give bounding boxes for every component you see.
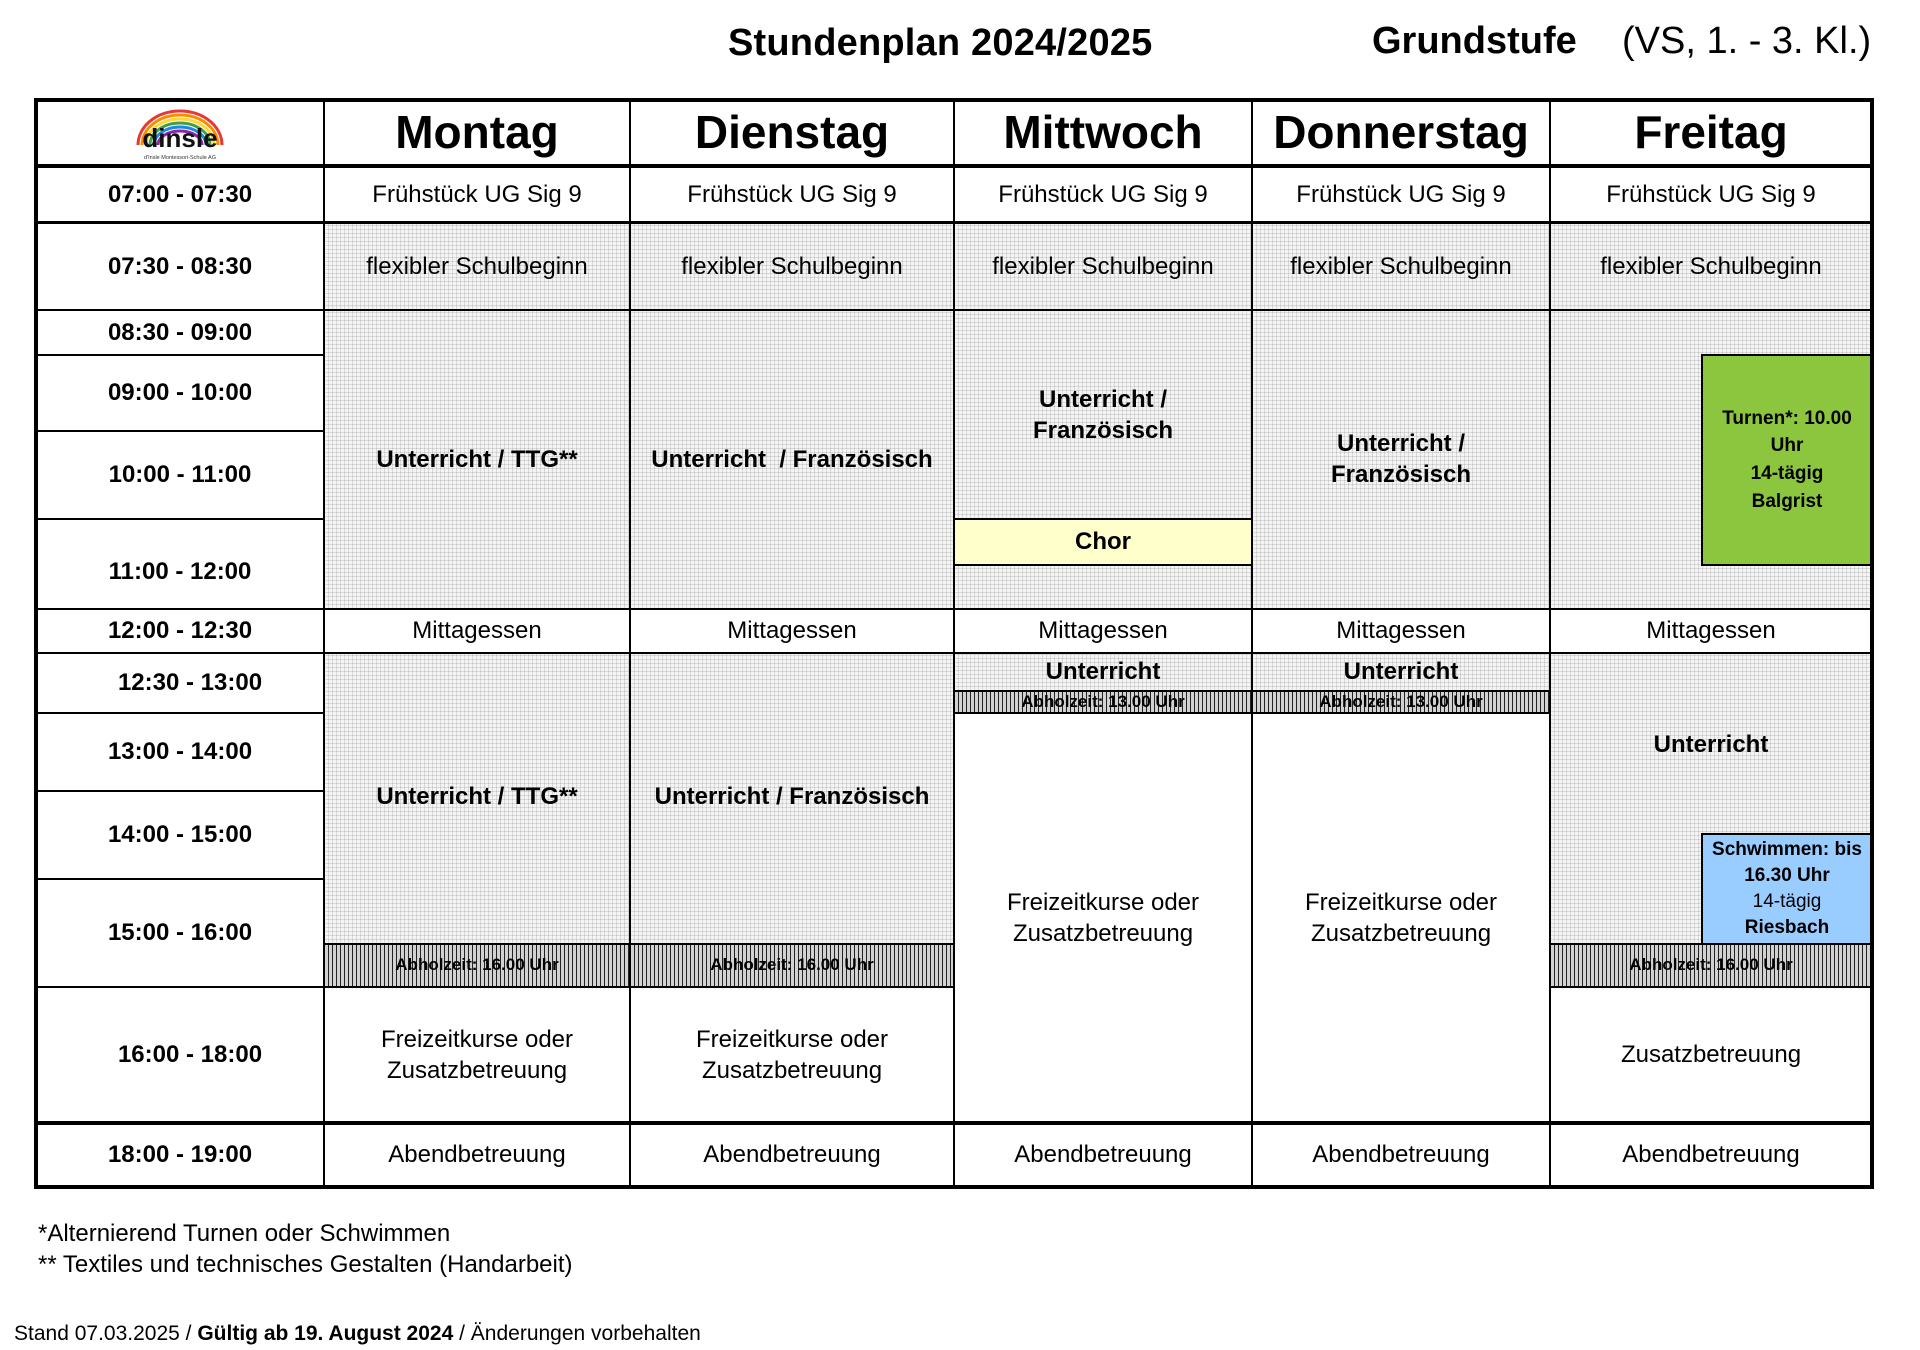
grid-line [953,98,955,1189]
schwimmen-line3: 14-tägig [1752,891,1822,912]
mittwoch-freizeit-line2: Zusatzbetreuung [1012,920,1194,947]
dienstag-vormittag-text: Unterricht / Französisch [651,446,933,473]
turnen-line3: 14-tägig [1750,463,1824,484]
schulbeginn-cell: flexibler Schulbeginn [324,224,630,310]
abend-cell: Abendbetreuung [388,1141,566,1169]
mittwoch-freizeit-block [954,713,1252,1123]
grid-line [1701,354,1873,356]
abend-cell: Abendbetreuung [703,1141,881,1169]
fruehstueck-cell: Frühstück UG Sig 9 [1296,181,1506,209]
schulbeginn-cell: flexibler Schulbeginn [1550,224,1872,310]
grid-line [34,790,324,792]
grid-line [1701,833,1873,835]
page-title: Stundenplan 2024/2025 [728,22,1153,64]
dienstag-vormittag-block [630,310,954,609]
time-slot: 12:30 - 13:00 [117,669,263,697]
time-slot: 12:00 - 12:30 [107,617,253,645]
dienstag-nachmittag-block [630,653,954,944]
schulbeginn-cell: flexibler Schulbeginn [954,224,1252,310]
mittagessen-cell: Mittagessen [1336,617,1466,645]
grid-line [1701,354,1703,566]
time-slot: 13:00 - 14:00 [107,738,253,766]
schwimmen-line2: 16.30 Uhr [1744,864,1830,886]
turnen-line1: Turnen*: 10.00 [1722,407,1852,429]
donnerstag-freizeit-block [1252,713,1550,1123]
grid-line [1701,564,1873,566]
footer-gueltig: Gültig ab 19. August 2024 [197,1322,454,1345]
mittagessen-cell: Mittagessen [1646,617,1776,645]
donnerstag-vormittag-line1: Unterricht / [1336,430,1465,457]
grid-line [1251,98,1253,1189]
footnote-ttg: ** Textiles und technisches Gestalten (Handarbeit) [38,1251,573,1279]
grid-line [1701,833,1703,945]
abholzeit-donnerstag: Abholzeit: 13.00 Uhr [1252,691,1550,713]
time-slot: 07:00 - 07:30 [107,181,253,209]
mittwoch-vormittag-line1: Unterricht / [1038,386,1167,413]
schwimmen-line1: Schwimmen: bis [1712,838,1862,860]
time-slot: 15:00 - 16:00 [107,919,253,947]
turnen-block [1702,355,1872,565]
fruehstueck-cell: Frühstück UG Sig 9 [1606,181,1816,209]
grid-line [1550,943,1874,945]
grid-line [954,564,1252,566]
montag-freizeit-line1: Freizeitkurse oder [380,1025,574,1053]
logo-wordmark: dinsle [142,123,218,153]
montag-vormittag-block [324,310,630,609]
fruehstueck-cell: Frühstück UG Sig 9 [998,181,1208,209]
mittwoch-unterricht-cell: Unterricht [954,653,1252,691]
grid-line [34,98,38,1189]
montag-freizeit-block [324,987,630,1123]
donnerstag-unterricht-cell: Unterricht [1252,653,1550,691]
klassen-label: (VS, 1. - 3. Kl.) [1622,20,1872,62]
mittwoch-vormittag-line2: Französisch [1032,417,1174,445]
dienstag-nachmittag-text: Unterricht / Französisch [654,783,930,810]
time-slot: 08:30 - 09:00 [107,318,253,346]
mittwoch-spacer [954,565,1252,609]
grid-line [34,712,324,714]
day-header-montag: Montag [395,106,559,159]
footer-stand-text: Stand 07.03.2025 / [14,1322,198,1345]
grid-line [1550,986,1874,988]
abend-cell: Abendbetreuung [1014,1141,1192,1169]
grid-line [34,430,324,432]
dienstag-freizeit-line1: Freizeitkurse oder [695,1025,889,1053]
abholzeit-dienstag: Abholzeit: 16.00 Uhr [630,944,954,987]
grid-line [34,986,324,988]
dienstag-freizeit-block [630,987,954,1123]
time-slot: 18:00 - 19:00 [107,1141,253,1169]
footnotes [38,1218,573,1280]
grid-line [324,986,954,988]
grid-line [324,943,954,945]
schwimmen-block [1702,834,1872,944]
grid-line [34,518,324,520]
logo [36,100,324,166]
abend-cell: Abendbetreuung [1312,1141,1490,1169]
stufe-label: Grundstufe [1372,20,1577,62]
schulbeginn-cell: flexibler Schulbeginn [630,224,954,310]
day-header-dienstag: Dienstag [694,106,890,159]
time-slot: 07:30 - 08:30 [107,253,253,281]
montag-nachmittag-text: Unterricht / TTG** [376,783,578,810]
grid-line [323,98,325,1189]
footnote-turnen: *Alternierend Turnen oder Schwimmen [38,1220,451,1247]
time-slot: 14:00 - 15:00 [107,821,253,849]
day-header-mittwoch: Mittwoch [1003,106,1203,159]
grid-line [34,354,324,356]
donnerstag-vormittag-line2: Französisch [1330,461,1472,489]
grid-line [629,98,631,1189]
donnerstag-freizeit-line1: Freizeitkurse oder [1304,888,1498,916]
montag-nachmittag-block [324,653,630,944]
abholzeit-mittwoch: Abholzeit: 13.00 Uhr [954,691,1252,713]
day-header-donnerstag: Donnerstag [1273,106,1529,159]
grid-line [1549,98,1551,1189]
donnerstag-freizeit-line2: Zusatzbetreuung [1310,920,1492,947]
fruehstueck-cell: Frühstück UG Sig 9 [687,181,897,209]
day-header-freitag: Freitag [1634,106,1788,159]
chor-block: Chor [954,519,1252,565]
freitag-nachmittag-text: Unterricht [1653,731,1769,758]
donnerstag-vormittag-block [1252,310,1550,609]
logo-tagline: d'Insle Montessori-Schule AG [144,155,216,161]
time-slot: 09:00 - 10:00 [107,379,253,407]
turnen-line2: Uhr [1770,435,1804,457]
mittwoch-freizeit-line1: Freizeitkurse oder [1006,888,1200,916]
footer-stand [14,1322,701,1346]
grid-line [34,878,324,880]
mittwoch-vormittag-block [954,310,1252,519]
time-slot: 16:00 - 18:00 [117,1041,263,1069]
montag-freizeit-line2: Zusatzbetreuung [386,1057,568,1084]
mittagessen-cell: Mittagessen [1038,617,1168,645]
grid-line [1870,98,1874,1189]
time-slot: 11:00 - 12:00 [108,557,252,585]
time-slot: 10:00 - 11:00 [108,461,252,489]
montag-vormittag-text: Unterricht / TTG** [376,446,578,473]
abholzeit-freitag: Abholzeit: 16.00 Uhr [1550,944,1872,987]
mittagessen-cell: Mittagessen [727,617,857,645]
schwimmen-line4: Riesbach [1744,917,1830,939]
abholzeit-montag: Abholzeit: 16.00 Uhr [324,944,630,987]
footer-rest: / Änderungen vorbehalten [453,1322,701,1345]
abend-cell: Abendbetreuung [1622,1141,1800,1169]
dienstag-freizeit-line2: Zusatzbetreuung [701,1057,883,1084]
grid-line [954,518,1252,520]
mittagessen-cell: Mittagessen [412,617,542,645]
fruehstueck-cell: Frühstück UG Sig 9 [372,181,582,209]
turnen-line4: Balgrist [1751,490,1823,512]
schulbeginn-cell: flexibler Schulbeginn [1252,224,1550,310]
freitag-zusatz-cell: Zusatzbetreuung [1620,1041,1802,1069]
